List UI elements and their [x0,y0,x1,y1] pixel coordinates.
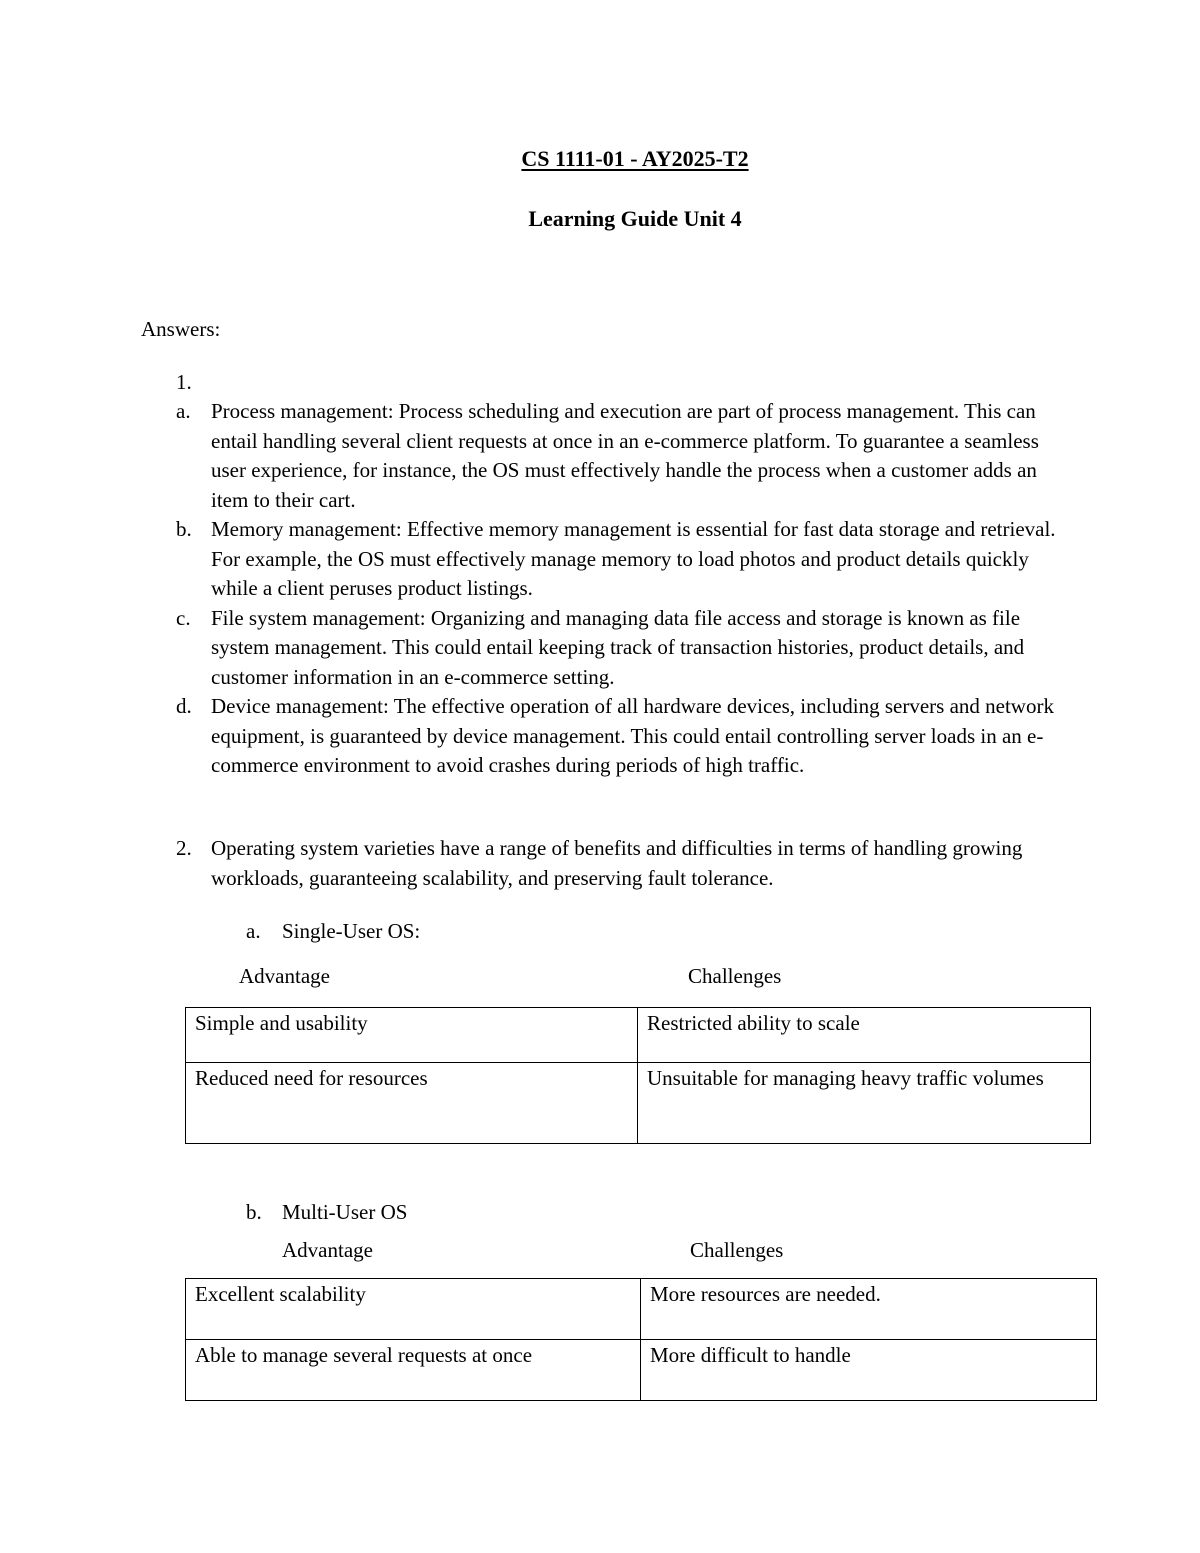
table-row [186,1063,1091,1144]
challenge-cell: Unsuitable for managing heavy traffic volumes [638,1063,1091,1144]
question-2 [176,834,1076,893]
single-user-advantage-header: Advantage [239,964,330,988]
question-1-list [176,397,1076,781]
list-item-marker: c. [176,605,191,630]
answers-label: Answers: [141,317,221,341]
advantage-cell: Simple and usability [186,1008,638,1063]
challenge-cell: More difficult to handle [641,1340,1097,1401]
advantage-cell: Reduced need for resources [186,1063,638,1144]
challenge-cell: Restricted ability to scale [638,1008,1091,1063]
single-user-table [185,1007,1091,1144]
multi-user-advantage-header: Advantage [282,1238,373,1262]
list-item-marker: d. [176,694,192,718]
question-2-text: Operating system varieties have a range of benefits and difficulties in terms of handling growing workloads, guaranteeing scalability, and preserving fault tolerance. [211,836,1023,890]
multi-user-title: Multi-User OS [282,1200,408,1224]
multi-user-table [185,1278,1097,1401]
table-row [186,1008,1091,1063]
table-row [186,1340,1097,1401]
list-item [176,692,1076,781]
list-item-text: Memory management: Effective memory management is essential for fast data storage and retrieval. For example, the OS must effectively manage memory to load photos and product details quickly while a client peruses product listings. [211,517,1056,600]
list-item-text: Device management: The effective operation of all hardware devices, including servers and network equipment, is guaranteed by device management. This could entail controlling server loads in an e-commerce environment to avoid crashes during periods of high traffic. [211,694,1054,777]
multi-user-marker: b. [246,1200,262,1224]
list-item-marker: a. [176,399,191,423]
single-user-marker: a. [246,919,261,943]
list-item [176,515,1076,604]
course-title: CS 1111-01 - AY2025-T2 [521,146,749,171]
single-user-heading [246,917,420,947]
list-item [176,604,1076,693]
advantage-cell: Able to manage several requests at once [186,1340,641,1401]
list-item-text: File system management: Organizing and managing data file access and storage is known as file system management. This could entail keeping track of transaction histories, product details, and customer information in an e-commerce setting. [211,605,1025,689]
challenge-cell: More resources are needed. [641,1279,1097,1340]
single-user-title: Single-User OS: [282,919,421,943]
question-2-number: 2. [176,836,192,860]
multi-user-challenges-header: Challenges [690,1238,784,1262]
list-item-marker: b. [176,517,192,541]
question-1-number: 1. [176,370,192,394]
guide-title: Learning Guide Unit 4 [528,206,742,231]
multi-user-heading [246,1198,407,1228]
advantage-cell: Excellent scalability [186,1279,641,1340]
single-user-challenges-header: Challenges [688,964,782,988]
table-row [186,1279,1097,1340]
list-item [176,397,1076,515]
list-item-text: Process management: Process scheduling and execution are part of process management. This can entail handling several client requests at once in an e-commerce platform. To guarantee a seamless user experience, for instance, the OS must effectively handle the process when a customer adds an item to their cart. [211,399,1039,512]
